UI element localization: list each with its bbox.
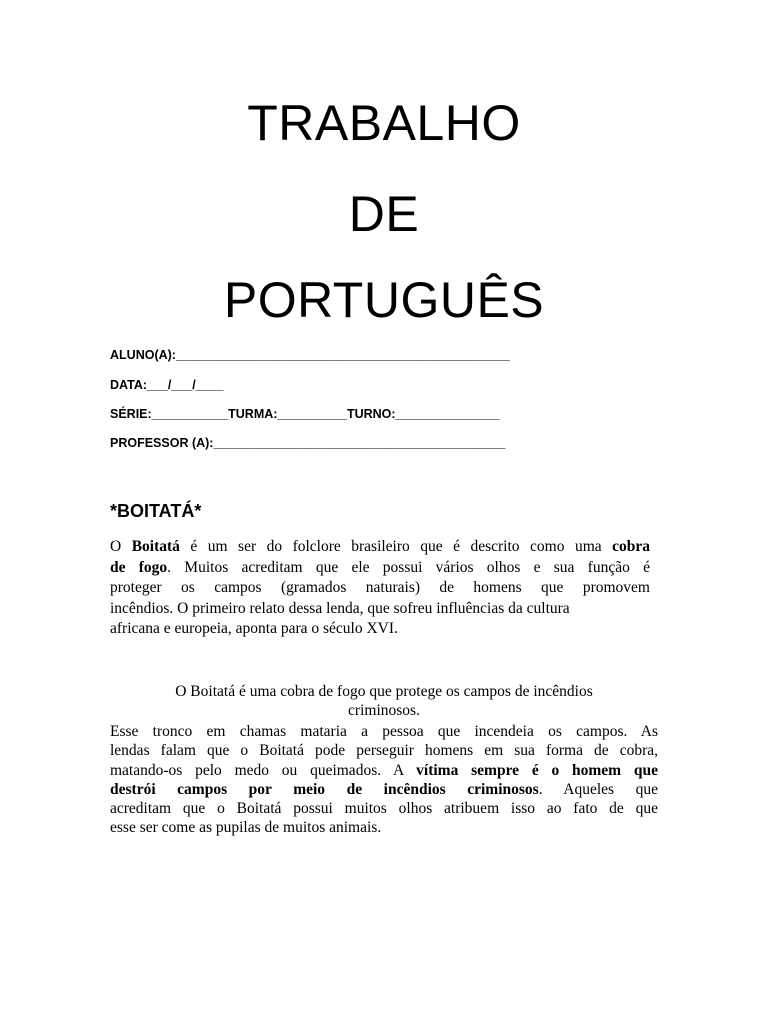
paragraph-line: O Boitatá é um ser do folclore brasileiro que é descrito como uma cobra bbox=[110, 538, 651, 555]
paragraph-line: Esse tronco em chamas mataria a pessoa que incendeia os campos. As bbox=[110, 723, 658, 740]
bold-phrase: vítima sempre é o homem que bbox=[416, 761, 659, 779]
paragraph-line: acreditam que o Boitatá possui muitos olhos atribuem isso ao fato de que bbox=[110, 800, 658, 818]
paragraph-line: incêndios. O primeiro relato dessa lenda, que sofreu influências da cultura bbox=[110, 599, 570, 617]
title-line-2: DE bbox=[348, 186, 420, 242]
caption-line: criminosos. bbox=[348, 701, 420, 719]
paragraph-intro bbox=[110, 537, 650, 640]
paragraph-legend bbox=[110, 722, 658, 838]
bold-term: Boitatá bbox=[131, 538, 180, 555]
field-data: DATA:___/___/____ bbox=[110, 378, 224, 392]
bold-term: de fogo bbox=[110, 558, 168, 576]
paragraph-line: africana e europeia, aponta para o século XVI. bbox=[110, 620, 398, 638]
title-line-1: TRABALHO bbox=[247, 95, 521, 151]
field-aluno: ALUNO(A):________________________________________________ bbox=[110, 348, 510, 362]
paragraph-line: de fogo. Muitos acreditam que ele possui vários olhos e sua função é bbox=[110, 558, 650, 576]
paragraph-line: esse ser come as pupilas de muitos animais. bbox=[110, 819, 382, 837]
field-serie-turma-turno: SÉRIE:___________TURMA:__________TURNO:_______________ bbox=[110, 407, 500, 421]
field-professor: PROFESSOR (A):__________________________________________ bbox=[110, 436, 506, 450]
centered-caption bbox=[110, 683, 658, 720]
bold-phrase: destrói campos por meio de incêndios criminosos bbox=[110, 780, 539, 798]
paragraph-line: lendas falam que o Boitatá pode perseguir homens em sua forma de cobra, bbox=[110, 742, 658, 760]
caption-line: O Boitatá é uma cobra de fogo que protege os campos de incêndios bbox=[175, 683, 593, 700]
section-heading: *BOITATÁ* bbox=[110, 501, 202, 521]
paragraph-line: proteger os campos (gramados naturais) de homens que promovem bbox=[110, 579, 650, 597]
paragraph-line: matando-os pelo medo ou queimados. A vítima sempre é o homem que bbox=[110, 761, 659, 779]
bold-term: cobra bbox=[612, 538, 651, 555]
title-line-3: PORTUGUÊS bbox=[223, 272, 545, 328]
paragraph-line: destrói campos por meio de incêndios criminosos. Aqueles que bbox=[110, 780, 658, 798]
